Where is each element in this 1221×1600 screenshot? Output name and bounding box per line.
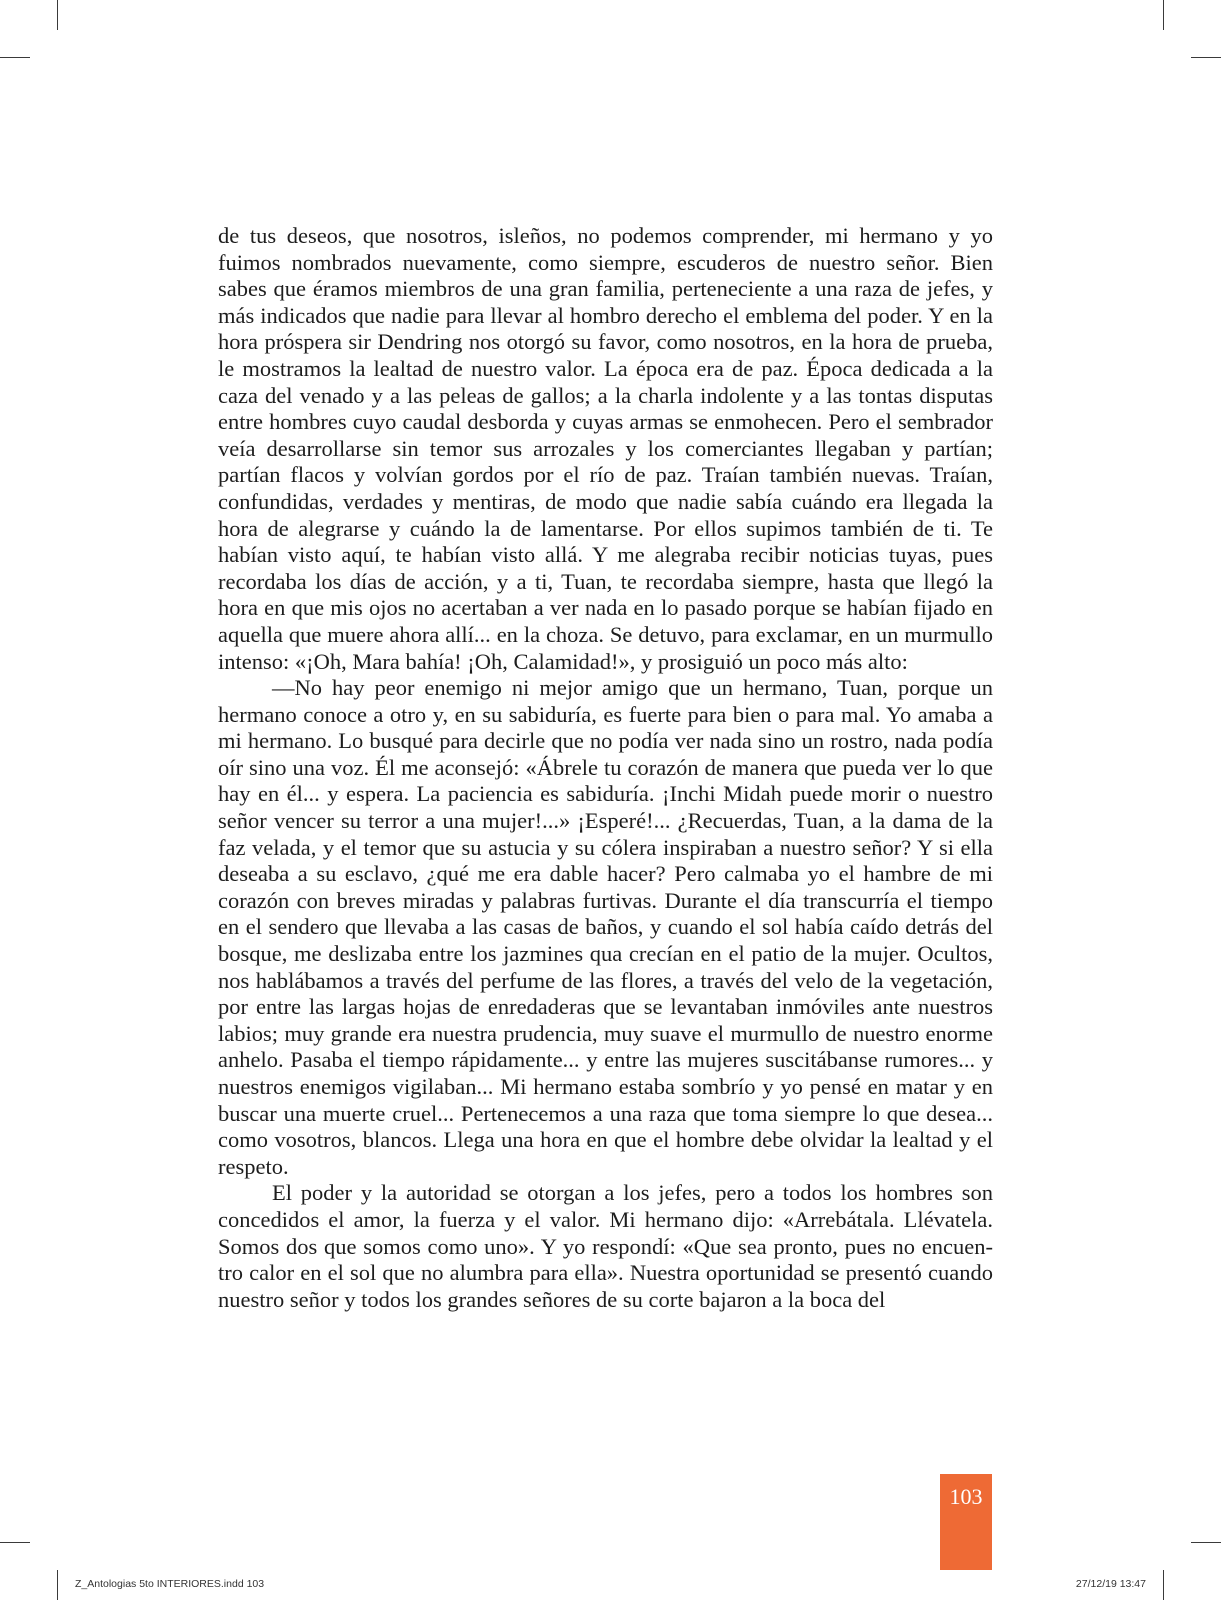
page-number-tab — [940, 1474, 992, 1570]
crop-mark-top-left-h — [0, 57, 30, 58]
crop-mark-bottom-right — [1163, 1570, 1164, 1600]
paragraph: El poder y la autoridad se otorgan a los jefes, pero a todos los hombres son concedidos el amor, la fuerza y el valor. Mi hermano dijo: «Arrebátala. Llévatela. Somos dos que somos como uno». Y yo respondí: «Que sea pronto, pues no encuentro calor en el sol que no alumbra para ella». Nuestra oportunidad se presentó cuando nuestro señor y todos los grandes señores de su corte bajaron a la boca del — [218, 1180, 993, 1312]
crop-mark-top-right — [1163, 0, 1164, 30]
crop-mark-top-left — [57, 0, 58, 30]
crop-mark-bottom-right-h — [1191, 1542, 1221, 1543]
paragraph: —No hay peor enemigo ni mejor amigo que un hermano, Tuan, porque un hermano conoce a otro y, en su sabiduría, es fuerte para bien o para mal. Yo amaba a mi hermano. Lo busqué para decirle que no podía ver nada sino un rostro, nada podía oír sino una voz. Él me aconsejó: «Ábrele tu corazón de manera que pueda ver lo que hay en él... y espera. La paciencia es sabiduría. ¡Inchi Midah puede morir o nuestro señor vencer su terror a una mujer!...» ¡Esperé!... ¿Recuerdas, Tuan, a la dama de la faz velada, y el temor que su astucia y su cólera inspiraban a nuestro señor? Y si ella deseaba a su esclavo, ¿qué me era dable hacer? Pero calmaba yo el hambre de mi corazón con breves miradas y palabras furtivas. Durante el día transcurría el tiempo en el sendero que llevaba a las casas de baños, y cuando el sol había caído detrás del bosque, me deslizaba entre los jazmines qua crecían en el patio de la mujer. Ocultos, nos hablábamos a través del perfume de las flores, a través del velo de la vegetación, por entre las largas hojas de enredaderas que se levantaban inmóviles ante nuestros labios; muy grande era nuestra prudencia, muy suave el murmullo de nuestro enorme anhelo. Pasaba el tiempo rápidamente... y entre las mujeres suscitábanse rumores... y nuestros enemigos vigilaban... Mi hermano estaba sombrío y yo pensé en matar y en buscar una muerte cruel... Pertenecemos a una raza que toma siempre lo que desea... como vosotros, blancos. Llega una hora en que el hombre debe olvidar la lealtad y el respeto. — [218, 675, 993, 1179]
crop-mark-bottom-left — [57, 1570, 58, 1600]
crop-mark-bottom-left-h — [0, 1542, 30, 1543]
body-text — [218, 223, 993, 1313]
slug-datetime: 27/12/19 13:47 — [1075, 1578, 1146, 1590]
paragraph: de tus deseos, que nosotros, isleños, no podemos comprender, mi hermano y yo fuimos nombrados nuevamente, como siempre, escuderos de nuestro señor. Bien sabes que éramos miembros de una gran familia, perteneciente a una raza de jefes, y más indicados que nadie para llevar al hombro derecho el emblema del poder. Y en la hora próspera sir Dendring nos otorgó su favor, como nosotros, en la hora de prueba, le mostramos la lealtad de nuestro valor. La época era de paz. Época dedicada a la caza del venado y a las peleas de gallos; a la charla indolente y a las tontas disputas entre hombres cuyo caudal desborda y cuyas armas se enmohecen. Pero el sembrador veía desarrollarse sin temor sus arrozales y los comerciantes llegaban y partían; partían flacos y volvían gordos por el río de paz. Traían también nuevas. Traían, confundidas, verdades y mentiras, de modo que nadie sabía cuándo era llegada la hora de alegrarse y cuándo la de lamentarse. Por ellos supimos también de ti. Te habían visto aquí, te habían visto allá. Y me alegraba recibir noticias tuyas, pues recordaba los días de acción, y a ti, Tuan, te recordaba siempre, hasta que llegó la hora en que mis ojos no acertaban a ver nada en lo pasado porque se habían fijado en aquella que muere ahora allí... en la choza. Se detuvo, para exclamar, en un murmullo intenso: «¡Oh, Mara bahía! ¡Oh, Calamidad!», y prosiguió un poco más alto: — [218, 223, 993, 674]
slug-file-name: Z_Antologias 5to INTERIORES.indd 103 — [75, 1578, 265, 1590]
page-number: 103 — [949, 1484, 983, 1509]
crop-mark-top-right-h — [1191, 57, 1221, 58]
